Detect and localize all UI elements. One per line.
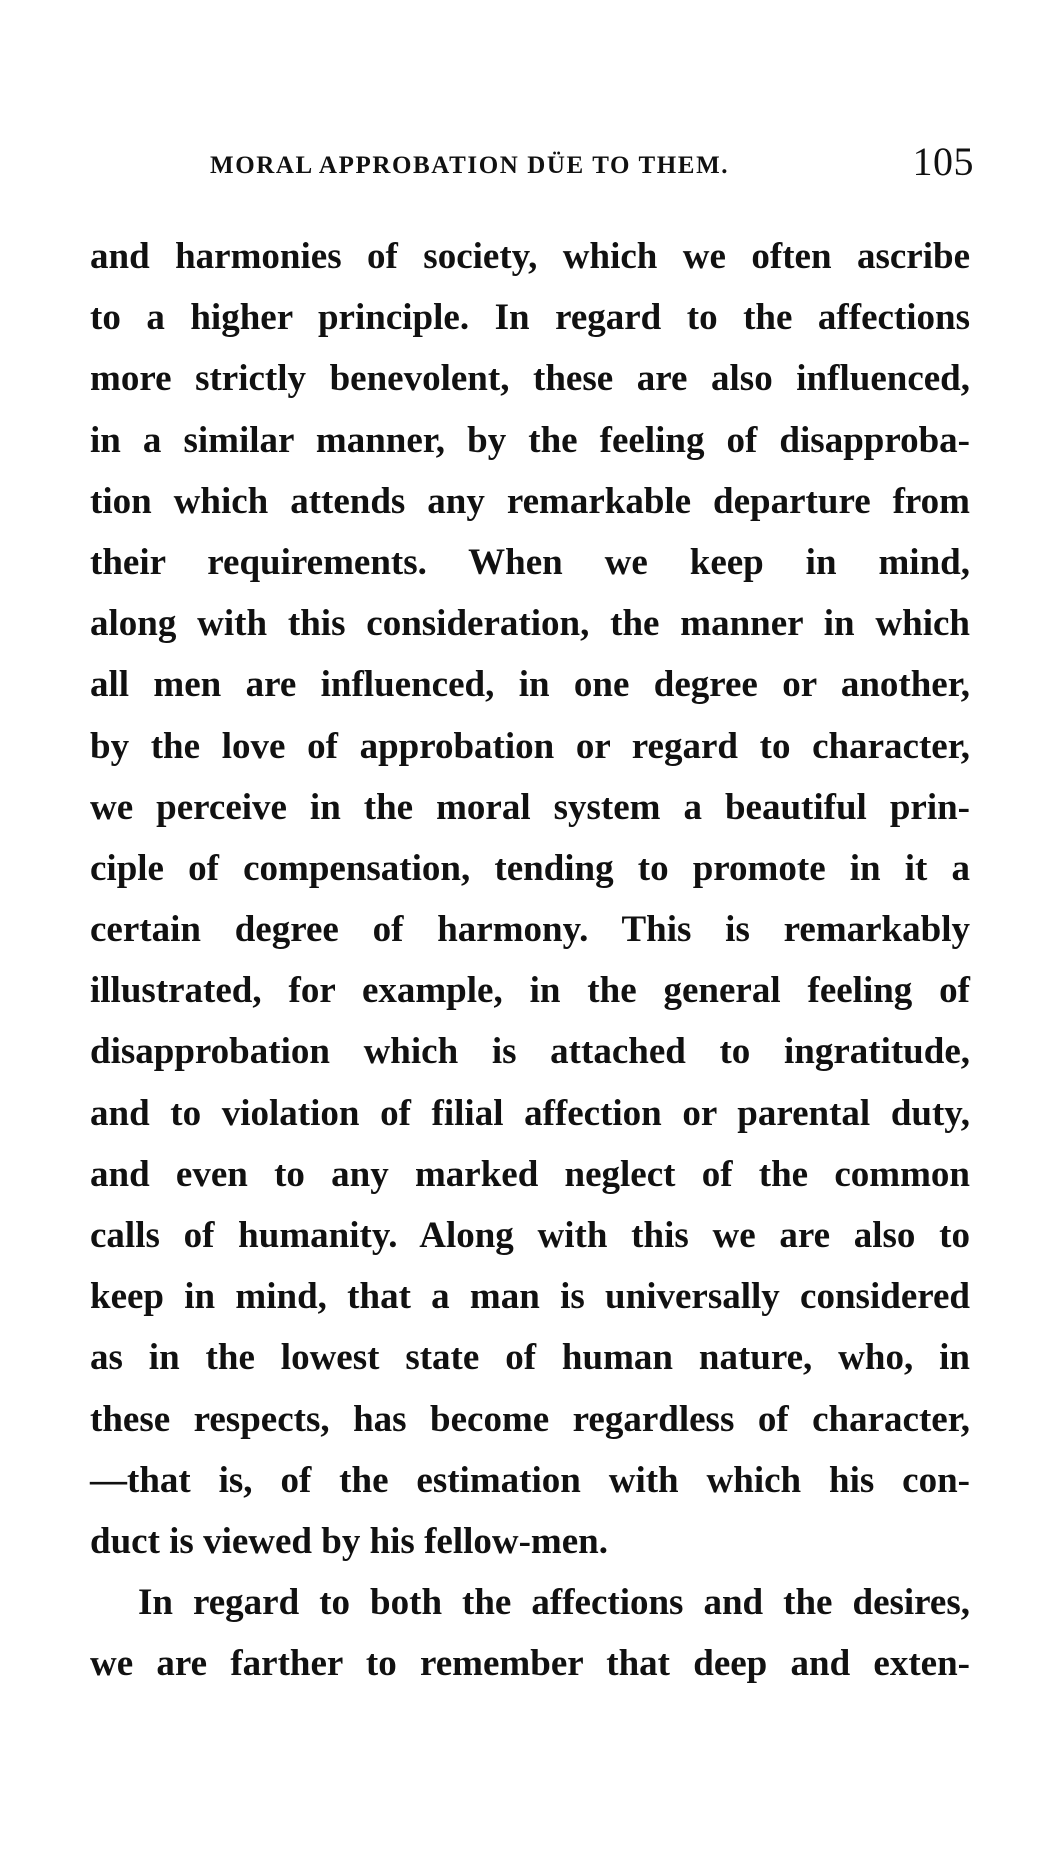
text-line: and even to any marked neglect of the common [90, 1153, 970, 1195]
text-line: tion which attends any remarkable departure from [90, 480, 970, 522]
text-line: as in the lowest state of human nature, who, in [90, 1337, 970, 1379]
text-line: duct is viewed by his fellow-men. [90, 1520, 608, 1562]
text-line: more strictly benevolent, these are also influenced, [90, 358, 970, 400]
text-line: their requirements. When we keep in mind, [90, 541, 970, 583]
text-line: we are farther to remember that deep and exten- [90, 1643, 970, 1685]
paragraph-1 [90, 226, 970, 1572]
text-line: In regard to both the affections and the desires, [138, 1582, 970, 1624]
text-line: in a similar manner, by the feeling of disapproba- [90, 419, 970, 461]
running-head [210, 138, 974, 198]
text-line: all men are influenced, in one degree or another, [90, 664, 970, 706]
text-line: and to violation of filial affection or parental duty, [90, 1092, 970, 1134]
running-title: MORAL APPROBATION DÜE TO THEM. [210, 152, 730, 179]
text-line: calls of humanity. Along with this we are also to [90, 1215, 970, 1256]
text-line: we perceive in the moral system a beautiful prin- [90, 786, 970, 828]
text-line: these respects, has become regardless of character, [90, 1398, 970, 1440]
text-line: keep in mind, that a man is universally considered [90, 1276, 970, 1318]
text-line: ciple of compensation, tending to promote in it a [90, 847, 970, 889]
text-line: by the love of approbation or regard to character, [90, 725, 970, 767]
text-line: to a higher principle. In regard to the affections [90, 297, 970, 339]
text-line: disapprobation which is attached to ingratitude, [90, 1031, 970, 1073]
paragraph-2 [90, 1572, 970, 1694]
text-line: and harmonies of society, which we often ascribe [90, 236, 970, 277]
text-line: along with this consideration, the manner in which [90, 603, 970, 645]
text-line: certain degree of harmony. This is remarkably [90, 909, 970, 951]
text-line: —that is, of the estimation with which his con- [90, 1459, 970, 1501]
page-number: 105 [912, 139, 974, 184]
text-line: illustrated, for example, in the general feeling of [90, 970, 970, 1012]
body-text [90, 226, 970, 1695]
